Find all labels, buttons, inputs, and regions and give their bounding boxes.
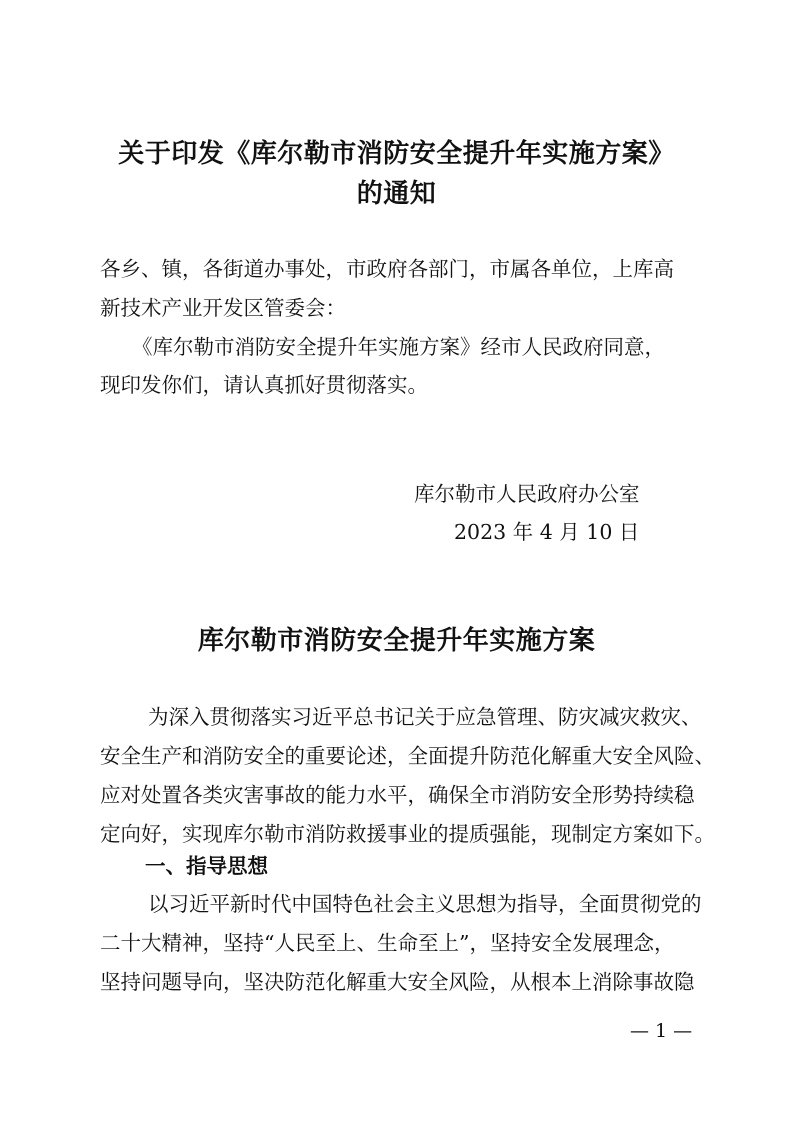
notice-body-line2: 现印发你们，请认真抓好贯彻落实。 [100, 373, 428, 397]
intro-line: 应对处置各类灾害事故的能力水平，确保全市消防安全形势持续稳 [100, 783, 695, 807]
notice-title-line2: 的通知 [356, 179, 437, 209]
intro-line: 定向好，实现库尔勒市消防救援事业的提质强能，现制定方案如下。 [100, 822, 715, 846]
issue-date: 2023 年 4 月 10 日 [454, 520, 640, 544]
page-number: — 1 — [630, 1020, 693, 1042]
addressee-line2: 新技术产业开发区管委会： [100, 296, 346, 320]
issuer-name: 库尔勒市人民政府办公室 [414, 482, 640, 506]
section1-line: 以习近平新时代中国特色社会主义思想为指导，全面贯彻党的 [148, 892, 702, 916]
section1-heading: 一、指导思想 [145, 854, 268, 878]
plan-title: 库尔勒市消防安全提升年实施方案 [197, 626, 596, 656]
intro-line: 为深入贯彻落实习近平总书记关于应急管理、防灾减灾救灾、 [148, 705, 702, 729]
section1-line: 坚持问题导向，坚决防范化解重大安全风险，从根本上消除事故隐 [100, 970, 695, 994]
addressee-line1: 各乡、镇，各街道办事处，市政府各部门，市属各单位，上库高 [100, 257, 674, 281]
notice-body-line1: 《库尔勒市消防安全提升年实施方案》经市人民政府同意， [132, 335, 665, 359]
intro-line: 安全生产和消防安全的重要论述，全面提升防范化解重大安全风险、 [100, 744, 715, 768]
notice-title-line1: 关于印发《库尔勒市消防安全提升年实施方案》 [118, 139, 675, 169]
section1-line: 二十大精神，坚持“人民至上、生命至上”，坚持安全发展理念， [100, 931, 675, 955]
